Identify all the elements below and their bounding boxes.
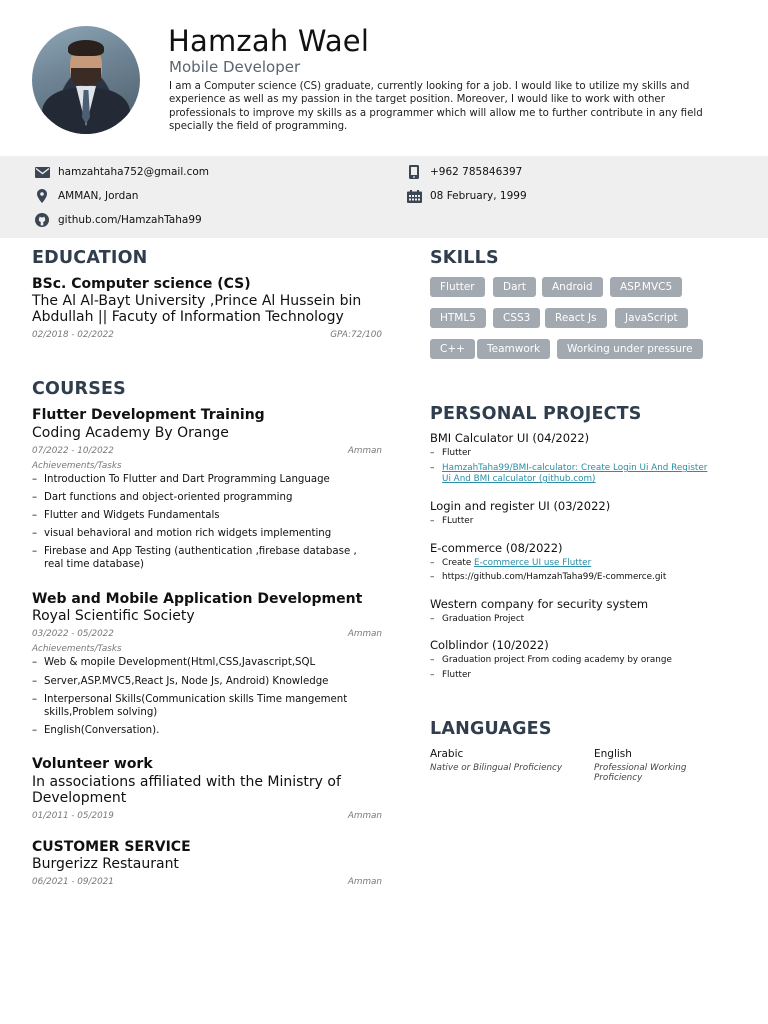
project-link-continuation[interactable] — [442, 474, 596, 485]
phone-icon — [406, 165, 422, 179]
phone-text: +962 785846397 — [430, 166, 523, 178]
language-name: English — [594, 748, 632, 760]
skills-heading: SKILLS — [430, 248, 499, 268]
course-bullet: – Firebase and App Testing (authentication ,firebase database , — [32, 546, 357, 559]
contact-birthdate — [406, 189, 527, 203]
language-level: Native or Bilingual Proficiency — [430, 763, 563, 773]
languages-heading: LANGUAGES — [430, 719, 552, 739]
education-school-line2: Abdullah || Facuty of Information Technology — [32, 309, 344, 325]
job-location: Amman — [347, 877, 382, 887]
contact-phone[interactable] — [406, 165, 522, 179]
volunteer-org-line1: In associations affiliated with the Ministry of — [32, 774, 341, 790]
course-bullet: – Introduction To Flutter and Dart Programming Language — [32, 474, 330, 487]
project-title: Colblindor (10/2022) — [430, 638, 549, 652]
skill-tag: Teamwork — [477, 339, 550, 359]
course-bullet: – Interpersonal Skills(Communication skills Time mangement — [32, 694, 347, 707]
location-text: AMMAN, Jordan — [58, 190, 139, 202]
language-name: Arabic — [430, 748, 464, 760]
volunteer-title: Volunteer work — [32, 756, 153, 772]
contact-email[interactable] — [34, 165, 209, 179]
course-bullet: – visual behavioral and motion rich widgets implementing — [32, 528, 331, 541]
course-tasks-label: Achievements/Tasks — [32, 644, 122, 654]
calendar-icon — [406, 189, 422, 203]
project-title: BMI Calculator UI (04/2022) — [430, 431, 590, 445]
education-degree: BSc. Computer science (CS) — [32, 276, 251, 292]
education-dates: 02/2018 - 02/2022 — [32, 330, 114, 340]
course-dates: 07/2022 - 10/2022 — [32, 446, 114, 456]
github-text: github.com/HamzahTaha99 — [58, 214, 202, 226]
course-title: Web and Mobile Application Development — [32, 591, 363, 607]
project-bullet: – Flutter — [430, 448, 471, 459]
bmi-repo-link-line1[interactable]: HamzahTaha99/BMI-calculator: Create Login Ui And Register — [442, 463, 708, 473]
skill-tag: Dart — [493, 277, 536, 297]
course-bullet: – Flutter and Widgets Fundamentals — [32, 510, 220, 523]
project-title: E-commerce (08/2022) — [430, 541, 563, 555]
education-gpa: GPA:72/100 — [330, 330, 382, 340]
project-bullet: – Graduation Project — [430, 614, 524, 625]
full-name: Hamzah Wael — [168, 24, 370, 58]
skill-tag: Working under pressure — [557, 339, 703, 359]
profile-summary: I am a Computer science (CS) graduate, currently looking for a job. I would like to utilize my skills and experience as well as my passion in the target position. Moreover, I would like to work with other professionals to improve my skills as a programmer which will allow me to further contribute in any field specially the field of programming. — [169, 81, 703, 132]
skill-tag: JavaScript — [615, 308, 688, 328]
education-school-line1: The Al Al-Bayt University ,Prince Al Hussein bin — [32, 293, 362, 309]
job-title: Mobile Developer — [169, 58, 301, 76]
resume-header — [0, 0, 768, 156]
github-icon — [34, 213, 50, 227]
ecommerce-ui-link[interactable]: E-commerce UI use Flutter — [474, 558, 592, 568]
course-location: Amman — [347, 629, 382, 639]
course-bullet-continuation: real time database) — [44, 559, 145, 570]
project-bullet: – Create E-commerce UI use Flutter — [430, 558, 591, 569]
skill-tag: Android — [542, 277, 603, 297]
course-title: Flutter Development Training — [32, 407, 265, 423]
education-heading: EDUCATION — [32, 248, 148, 268]
skill-tag: ASP.MVC5 — [610, 277, 682, 297]
project-bullet: – FLutter — [430, 516, 473, 527]
contact-bar — [0, 156, 768, 238]
project-link[interactable] — [430, 463, 707, 474]
envelope-icon — [34, 165, 50, 179]
course-org: Coding Academy By Orange — [32, 425, 229, 441]
course-location: Amman — [347, 446, 382, 456]
skill-tag: CSS3 — [493, 308, 540, 328]
bmi-repo-link-line2[interactable]: Ui And BMI calculator (github.com) — [442, 474, 596, 484]
skill-tag: React Js — [545, 308, 607, 328]
project-title: Western company for security system — [430, 597, 649, 611]
language-level: Professional Working — [594, 763, 687, 773]
course-tasks-label: Achievements/Tasks — [32, 461, 122, 471]
skill-tag: Flutter — [430, 277, 485, 297]
email-text: hamzahtaha752@gmail.com — [58, 166, 210, 178]
volunteer-dates: 01/2011 - 05/2019 — [32, 811, 114, 821]
job-org: Burgerizz Restaurant — [32, 856, 179, 872]
volunteer-location: Amman — [347, 811, 382, 821]
language-level-continuation: Proficiency — [594, 773, 643, 783]
course-org: Royal Scientific Society — [32, 608, 195, 624]
skill-tag: HTML5 — [430, 308, 486, 328]
job-dates: 06/2021 - 09/2021 — [32, 877, 114, 887]
job-title-customer-service: CUSTOMER SERVICE — [32, 839, 191, 855]
skill-tag: C++ — [430, 339, 475, 359]
contact-location — [34, 189, 138, 203]
map-pin-icon — [34, 189, 50, 203]
project-bullet: – Flutter — [430, 670, 471, 681]
projects-heading: PERSONAL PROJECTS — [430, 404, 642, 424]
birthdate-text: 08 February, 1999 — [430, 190, 527, 202]
contact-github[interactable] — [34, 213, 202, 227]
course-bullet: – Dart functions and object-oriented programming — [32, 492, 292, 505]
course-dates: 03/2022 - 05/2022 — [32, 629, 114, 639]
courses-heading: COURSES — [32, 379, 126, 399]
course-bullet: – Server,ASP.MVC5,React Js, Node Js, Android) Knowledge — [32, 676, 328, 689]
volunteer-org-line2: Development — [32, 790, 127, 806]
course-bullet: – English(Conversation). — [32, 725, 159, 738]
project-title: Login and register UI (03/2022) — [430, 499, 611, 513]
profile-photo — [32, 26, 140, 134]
course-bullet: – Web & mopile Development(Html,CSS,Javascript,SQL — [32, 657, 315, 670]
project-bullet: – Graduation project From coding academy by orange — [430, 655, 672, 666]
project-url: – https://github.com/HamzahTaha99/E-commerce.git — [430, 572, 666, 583]
course-bullet-continuation: skills,Problem solving) — [44, 707, 158, 718]
